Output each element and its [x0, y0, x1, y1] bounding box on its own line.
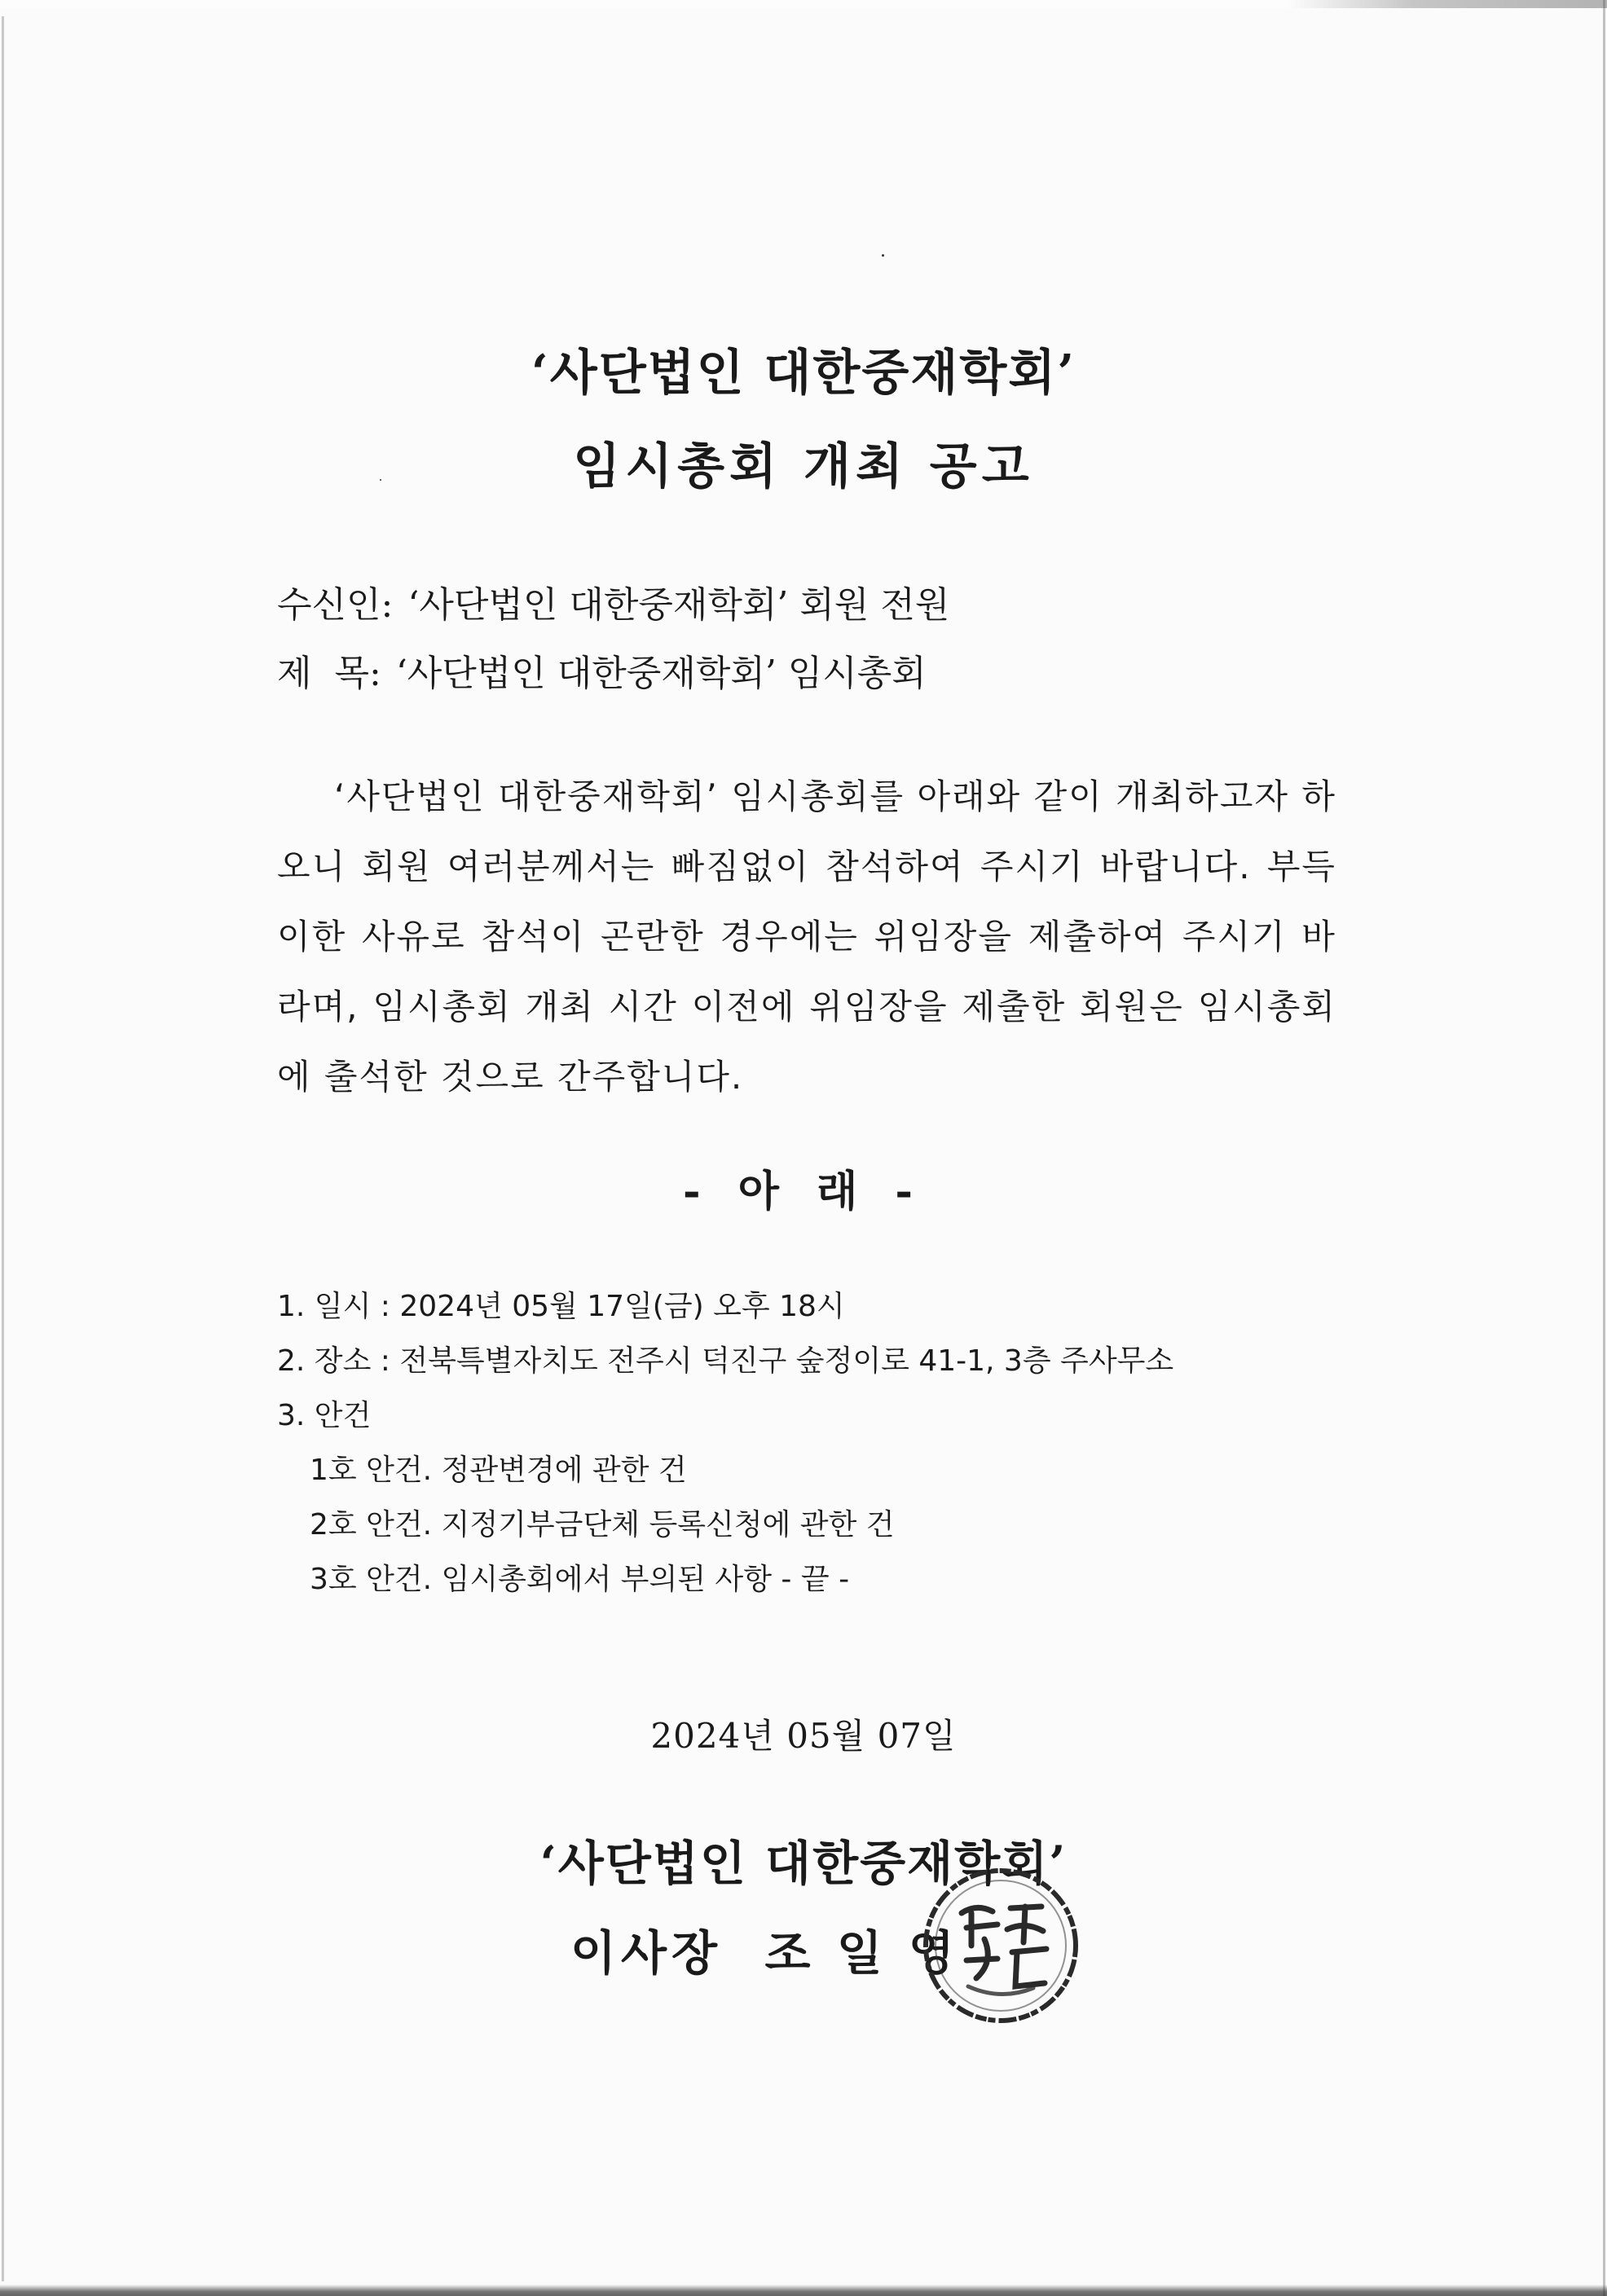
recipient-value: ‘사단법인 대한중재학회’ 회원 전원	[407, 584, 950, 626]
signer-name: 이사장 조 일 영	[570, 1925, 959, 1981]
agenda-item-2: 2호 안건. 지정기부금단체 등록신청에 관한 건	[310, 1508, 895, 1542]
issue-date: 2024년 05월 07일	[650, 1716, 957, 1756]
agenda-item-1: 1호 안건. 정관변경에 관한 건	[310, 1454, 687, 1487]
notice-body: ‘사단법인 대한중재학회’ 임시총회를 아래와 같이 개최하고자 하오니 회원 여러분께서는 빠짐없이 참석하여 주시기 바랍니다. 부득이한 사유로 참석이 곤란한 경우에는 위임장을 제출하여 주시기 바라며, 임시총회 개최 시간 이전에 위임장을 제출한 회원은 임시총회에 출석한 것으로 간주합니다.	[277, 776, 1336, 1097]
scan-edge-top	[0, 0, 1607, 8]
recipient-label: 수신인:	[277, 584, 394, 626]
section-heading: - 아 래 -	[683, 1167, 924, 1216]
official-seal-icon	[919, 1864, 1082, 2027]
subject-value: ‘사단법인 대한중재학회’ 임시총회	[395, 653, 927, 694]
detail-datetime: 1. 일시 : 2024년 05월 17일(금) 오후 18시	[277, 1290, 845, 1323]
notice-title: 임시총회 개최 공고	[573, 438, 1034, 495]
subject-line	[277, 644, 927, 696]
detail-agenda-header: 3. 안건	[277, 1399, 372, 1432]
recipient-line	[277, 575, 949, 627]
notice-title-org: ‘사단법인 대한중재학회’	[531, 345, 1076, 402]
subject-label: 제 목:	[277, 653, 381, 694]
scan-edge-bottom	[0, 2285, 1607, 2296]
signature-org-name: ‘사단법인 대한중재학회’	[539, 1836, 1068, 1891]
agenda-item-3: 3호 안건. 임시총회에서 부의된 사항 - 끝 -	[310, 1563, 850, 1596]
scan-speck	[882, 254, 884, 257]
details-list	[277, 1279, 1173, 1607]
detail-location: 2. 장소 : 전북특별자치도 전주시 덕진구 숲정이로 41-1, 3층 주사무소	[277, 1344, 1174, 1378]
